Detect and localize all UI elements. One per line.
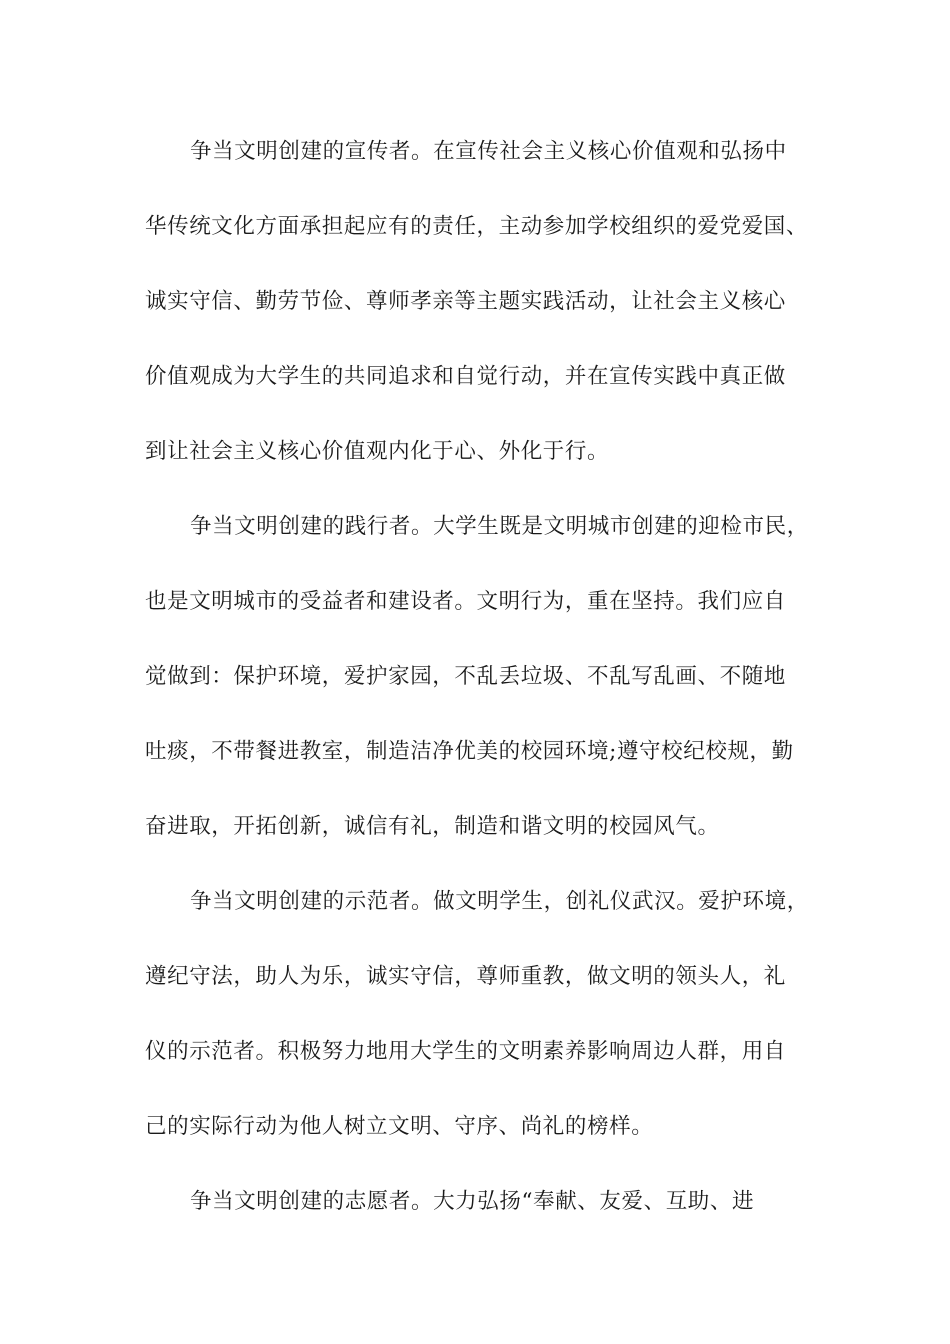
paragraph-1-line-3: 诚实守信、勤劳节俭、尊师孝亲等主题实践活动，让社会主义核心 xyxy=(145,289,786,314)
paragraph-3-line-1: 争当文明创建的示范者。做文明学生，创礼仪武汉。爱护环境， xyxy=(190,889,809,914)
paragraph-3-line-3: 仪的示范者。积极努力地用大学生的文明素养影响周边人群，用自 xyxy=(145,1039,786,1064)
paragraph-2-line-1: 争当文明创建的践行者。大学生既是文明城市创建的迎检市民， xyxy=(190,514,809,539)
paragraph-1-line-5: 到让社会主义核心价值观内化于心、外化于行。 xyxy=(145,439,610,464)
paragraph-2-line-3: 觉做到：保护环境，爱护家园，不乱丢垃圾、不乱写乱画、不随地 xyxy=(145,664,786,689)
paragraph-1-line-4: 价值观成为大学生的共同追求和自觉行动，并在宣传实践中真正做 xyxy=(145,364,786,389)
paragraph-3-line-4: 己的实际行动为他人树立文明、守序、尚礼的榜样。 xyxy=(145,1114,654,1139)
paragraph-3-line-2: 遵纪守法，助人为乐，诚实守信，尊师重教，做文明的领头人，礼 xyxy=(145,964,786,989)
paragraph-4-line-1: 争当文明创建的志愿者。大力弘扬“奉献、友爱、互助、进 xyxy=(190,1189,755,1214)
paragraph-2-line-2: 也是文明城市的受益者和建设者。文明行为，重在坚持。我们应自 xyxy=(145,589,786,614)
paragraph-2-line-4: 吐痰，不带餐进教室，制造洁净优美的校园环境;遵守校纪校规，勤 xyxy=(145,739,794,764)
paragraph-1-line-1: 争当文明创建的宣传者。在宣传社会主义核心价值观和弘扬中 xyxy=(190,139,787,164)
paragraph-1-line-2: 华传统文化方面承担起应有的责任，主动参加学校组织的爱党爱国、 xyxy=(145,214,809,239)
paragraph-2-line-5: 奋进取，开拓创新，诚信有礼，制造和谐文明的校园风气。 xyxy=(145,814,720,839)
